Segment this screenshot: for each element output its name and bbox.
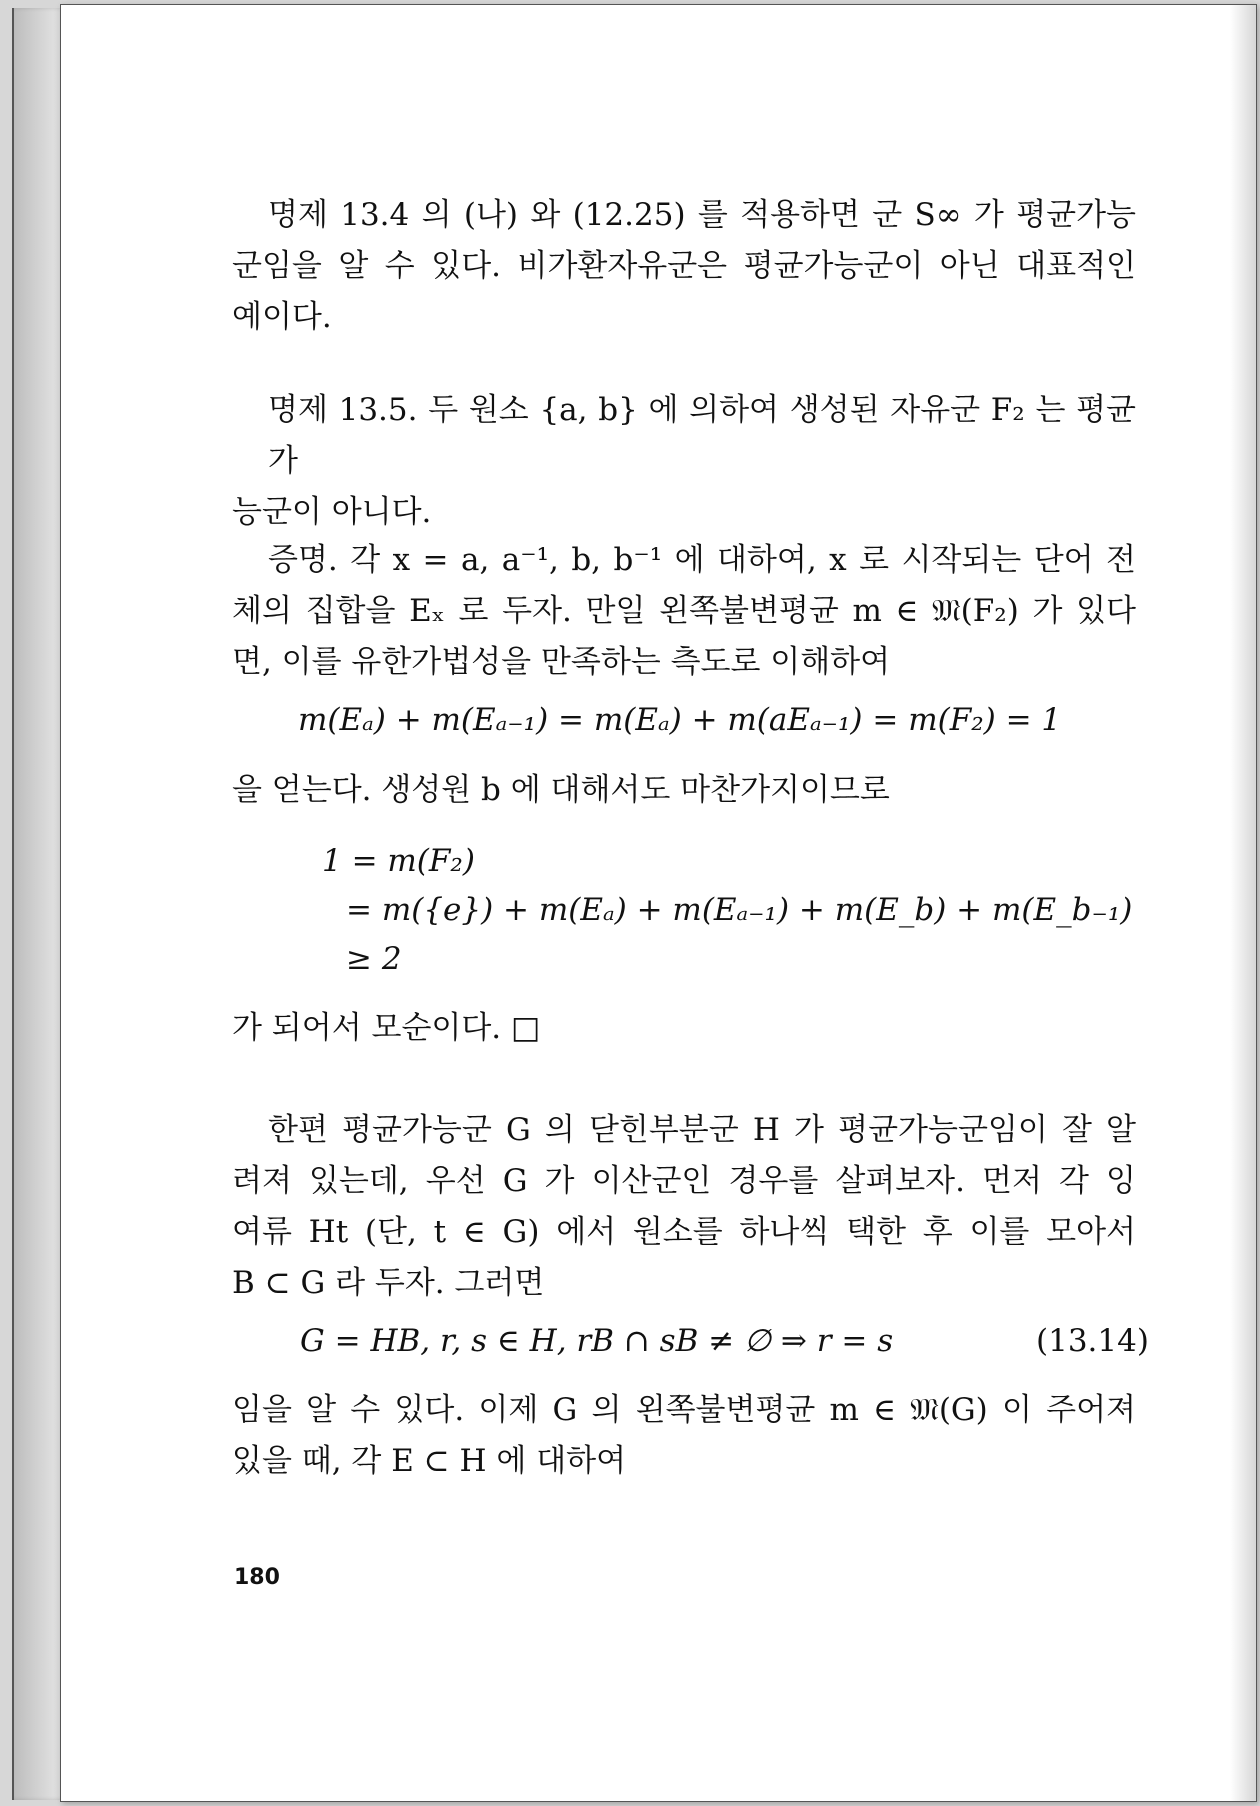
paragraph-remark	[232, 190, 1136, 343]
text-line: 을 얻는다. 생성원 b 에 대해서도 마찬가지이므로	[232, 772, 890, 808]
paragraph-proof	[232, 535, 1136, 688]
text-line: 려져 있는데, 우선 G 가 이산군인 경우를 살펴보자. 먼저 각 잉	[232, 1163, 1136, 1199]
text-line: B ⊂ G 라 두자. 그러면	[232, 1265, 545, 1301]
paragraph-contradiction	[232, 1003, 1136, 1054]
paragraph-generator	[232, 765, 1136, 816]
text-line: 명제 13.5. 두 원소 {a, b} 에 의하여 생성된 자유군 F₂ 는 평균가	[268, 392, 1136, 479]
page-curl-shade	[1230, 5, 1256, 1801]
equation-measure: m(Eₐ) + m(Eₐ₋₁) = m(Eₐ) + m(aEₐ₋₁) = m(F₂) = 1	[298, 702, 1062, 738]
text-line: 명제 13.4 의 (나) 와 (12.25) 를 적용하면 군 S∞ 가 평균가능	[268, 197, 1136, 233]
text-line: 여류 Ht (단, t ∈ G) 에서 원소를 하나씩 택한 후 이를 모아서	[232, 1214, 1136, 1250]
equation-line-2: = m({e}) + m(Eₐ) + m(Eₐ₋₁) + m(E_b) + m(E_b₋₁)	[346, 892, 1133, 928]
equation-number: (13.14)	[1036, 1323, 1149, 1359]
paragraph-proposition	[232, 385, 1136, 538]
equation-coset: G = HB, r, s ∈ H, rB ∩ sB ≠ ∅ ⇒ r = s	[300, 1323, 894, 1359]
equation-line-1: 1 = m(F₂)	[322, 843, 475, 879]
text-line: 있을 때, 각 E ⊂ H 에 대하여	[232, 1443, 627, 1479]
page-number: 180	[234, 1565, 280, 1590]
paragraph-subgroup	[232, 1105, 1136, 1309]
text-line: 가 되어서 모순이다. □	[232, 1010, 541, 1046]
text-line: 임을 알 수 있다. 이제 G 의 왼쪽불변평균 m ∈ 𝔐(G) 이 주어져	[232, 1392, 1136, 1428]
text-line: 체의 집합을 Eₓ 로 두자. 만일 왼쪽불변평균 m ∈ 𝔐(F₂) 가 있다	[232, 593, 1136, 629]
text-line: 증명. 각 x = a, a⁻¹, b, b⁻¹ 에 대하여, x 로 시작되는 단어 전	[268, 542, 1136, 578]
text-line: 한편 평균가능군 G 의 닫힌부분군 H 가 평균가능군임이 잘 알	[268, 1112, 1136, 1148]
text-line: 능군이 아니다.	[232, 494, 432, 530]
paragraph-invariant-mean	[232, 1385, 1136, 1487]
text-line: 예이다.	[232, 299, 332, 335]
text-line: 군임을 알 수 있다. 비가환자유군은 평균가능군이 아닌 대표적인	[232, 248, 1136, 284]
text-line: 면, 이를 유한가법성을 만족하는 측도로 이해하여	[232, 644, 891, 680]
equation-line-3: ≥ 2	[346, 941, 402, 977]
